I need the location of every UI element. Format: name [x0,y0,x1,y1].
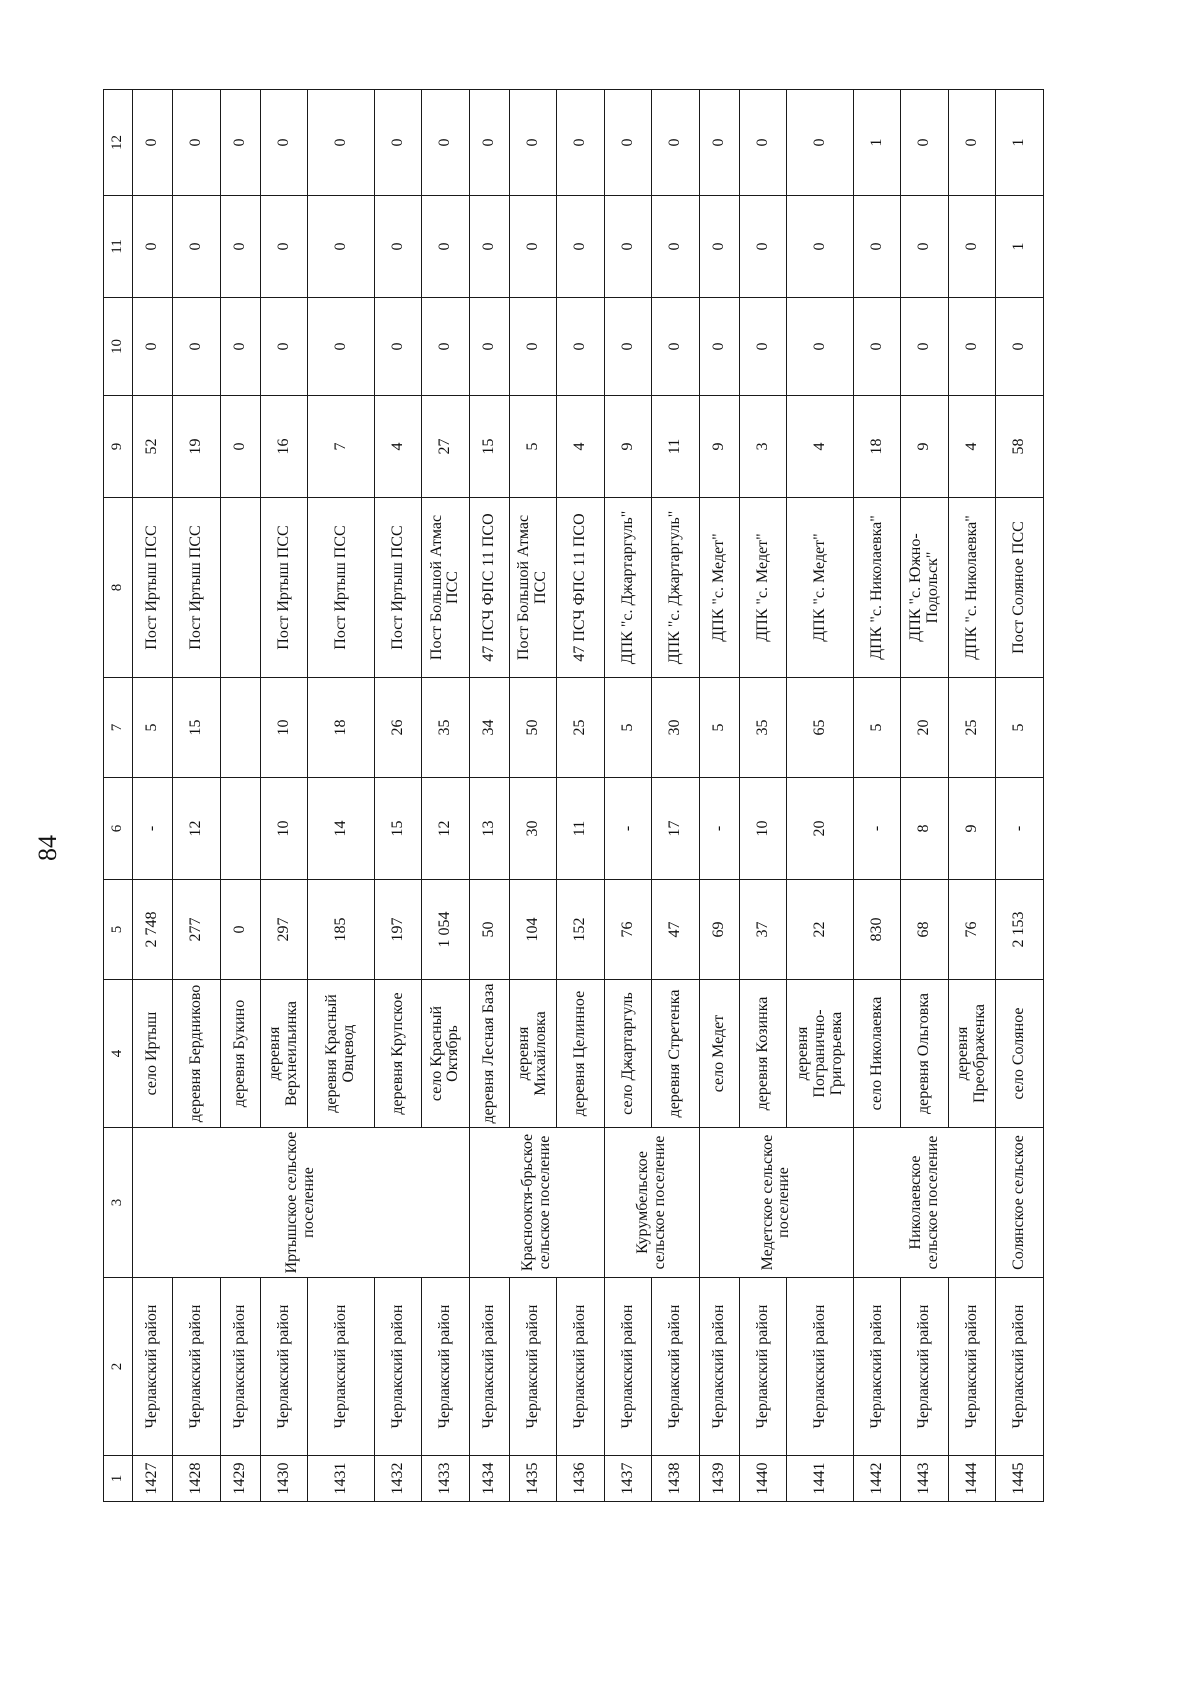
settlement-name-cell: село Соляное [996,980,1044,1128]
table-row [260,90,308,1502]
row-number-cell: 1435 [509,1456,557,1502]
value-cell-11: 0 [787,196,854,298]
value-cell-12: 0 [374,90,422,196]
fire-unit-cell: Пост Иртыш ПСС [308,498,375,678]
value-cell-12: 0 [509,90,557,196]
settlement-name-cell: деревня Козинка [739,980,787,1128]
table-row [996,90,1044,1502]
arrival-time-cell: 65 [787,678,854,778]
table-row [422,90,470,1502]
population-cell: 69 [699,880,739,980]
settlement-name-cell: село Красный Октябрь [422,980,470,1128]
arrival-time-cell: 15 [173,678,221,778]
table-row [469,90,509,1502]
table-row [374,90,422,1502]
value-cell-11: 0 [948,196,996,298]
value-cell-9: 4 [787,396,854,498]
settlement-name-cell: деревня Целинное [557,980,605,1128]
column-header-11: 11 [104,196,133,298]
row-number-cell: 1436 [557,1456,605,1502]
row-number-cell: 1441 [787,1456,854,1502]
value-cell-9: 9 [901,396,949,498]
district-cell: Черлакский район [853,1278,901,1456]
settlement-group-cell: Курумбельское сельское поселение [604,1128,699,1278]
table-row [901,90,949,1502]
value-cell-11: 0 [699,196,739,298]
population-cell: 185 [308,880,375,980]
table-body [133,90,1044,1502]
value-cell-11: 0 [469,196,509,298]
settlement-name-cell: село Джартаргуль [604,980,652,1128]
value-cell-12: 0 [422,90,470,196]
value-cell-12: 0 [173,90,221,196]
settlement-name-cell: село Медет [699,980,739,1128]
table-row [853,90,901,1502]
value-cell-10: 0 [133,298,173,396]
distance-cell: 10 [739,778,787,880]
page-number: 84 [33,835,62,861]
distance-cell: 8 [901,778,949,880]
value-cell-10: 0 [509,298,557,396]
settlement-group-cell: Медетское сельское поселение [699,1128,853,1278]
row-number-cell: 1433 [422,1456,470,1502]
column-header-6: 6 [104,778,133,880]
fire-unit-cell: Пост Соляное ПСС [996,498,1044,678]
distance-cell: - [133,778,173,880]
value-cell-12: 0 [948,90,996,196]
value-cell-12: 1 [853,90,901,196]
population-cell: 76 [948,880,996,980]
value-cell-9: 11 [652,396,700,498]
row-number-cell: 1434 [469,1456,509,1502]
row-number-cell: 1444 [948,1456,996,1502]
fire-unit-cell: ДПК "с. Николаевка" [853,498,901,678]
arrival-time-cell: 5 [699,678,739,778]
value-cell-10: 0 [787,298,854,396]
settlement-name-cell: деревня Бердниково [173,980,221,1128]
distance-cell: 14 [308,778,375,880]
district-cell: Черлакский район [948,1278,996,1456]
fire-unit-cell: Пост Иртыш ПСС [173,498,221,678]
arrival-time-cell: 10 [260,678,308,778]
fire-unit-cell: ДПК "с. Медет" [739,498,787,678]
fire-unit-cell: 47 ПСЧ ФПС 11 ПСО [469,498,509,678]
settlement-name-cell: деревня Красный Овцевод [308,980,375,1128]
value-cell-9: 15 [469,396,509,498]
settlement-name-cell: деревня Преображенка [948,980,996,1128]
value-cell-10: 0 [260,298,308,396]
fire-unit-cell: 47 ПСЧ ФПС 11 ПСО [557,498,605,678]
value-cell-11: 0 [604,196,652,298]
settlement-name-cell: деревня Михайловка [509,980,557,1128]
arrival-time-cell: 20 [901,678,949,778]
settlement-group-cell: Иртышское сельское поселение [133,1128,470,1278]
value-cell-10: 0 [557,298,605,396]
value-cell-12: 0 [133,90,173,196]
value-cell-10: 0 [739,298,787,396]
distance-cell: 15 [374,778,422,880]
fire-coverage-table [103,89,1044,1502]
fire-unit-cell: Пост Иртыш ПСС [260,498,308,678]
value-cell-11: 1 [996,196,1044,298]
arrival-time-cell: 35 [422,678,470,778]
value-cell-9: 27 [422,396,470,498]
row-number-cell: 1439 [699,1456,739,1502]
table-row [699,90,739,1502]
value-cell-11: 0 [557,196,605,298]
arrival-time-cell: 5 [133,678,173,778]
arrival-time-cell [220,678,260,778]
arrival-time-cell: 35 [739,678,787,778]
table-row [308,90,375,1502]
value-cell-11: 0 [220,196,260,298]
value-cell-11: 0 [652,196,700,298]
value-cell-12: 0 [604,90,652,196]
district-cell: Черлакский район [699,1278,739,1456]
row-number-cell: 1430 [260,1456,308,1502]
value-cell-10: 0 [422,298,470,396]
population-cell: 22 [787,880,854,980]
value-cell-9: 0 [220,396,260,498]
settlement-name-cell: деревня Верхнеильинка [260,980,308,1128]
value-cell-9: 19 [173,396,221,498]
settlement-name-cell: деревня Погранично-Григорьевка [787,980,854,1128]
column-header-1: 1 [104,1456,133,1502]
distance-cell: 10 [260,778,308,880]
district-cell: Черлакский район [260,1278,308,1456]
value-cell-11: 0 [739,196,787,298]
population-cell: 0 [220,880,260,980]
column-header-3: 3 [104,1128,133,1278]
district-cell: Черлакский район [557,1278,605,1456]
table-row [948,90,996,1502]
row-number-cell: 1429 [220,1456,260,1502]
value-cell-9: 18 [853,396,901,498]
value-cell-12: 0 [699,90,739,196]
value-cell-12: 0 [220,90,260,196]
value-cell-9: 52 [133,396,173,498]
district-cell: Черлакский район [133,1278,173,1456]
table-row [220,90,260,1502]
value-cell-9: 9 [604,396,652,498]
distance-cell: 12 [173,778,221,880]
district-cell: Черлакский район [374,1278,422,1456]
settlement-name-cell: село Николаевка [853,980,901,1128]
distance-cell: - [604,778,652,880]
arrival-time-cell: 34 [469,678,509,778]
value-cell-12: 0 [652,90,700,196]
arrival-time-cell: 5 [604,678,652,778]
district-cell: Черлакский район [173,1278,221,1456]
population-cell: 50 [469,880,509,980]
value-cell-10: 0 [173,298,221,396]
district-cell: Черлакский район [787,1278,854,1456]
row-number-cell: 1427 [133,1456,173,1502]
distance-cell: 11 [557,778,605,880]
value-cell-12: 0 [308,90,375,196]
population-cell: 37 [739,880,787,980]
population-cell: 104 [509,880,557,980]
distance-cell: 20 [787,778,854,880]
row-number-cell: 1440 [739,1456,787,1502]
population-cell: 2 748 [133,880,173,980]
row-number-cell: 1431 [308,1456,375,1502]
district-cell: Черлакский район [739,1278,787,1456]
row-number-cell: 1445 [996,1456,1044,1502]
fire-unit-cell [220,498,260,678]
district-cell: Черлакский район [901,1278,949,1456]
value-cell-10: 0 [948,298,996,396]
table-row [509,90,557,1502]
value-cell-9: 16 [260,396,308,498]
column-header-4: 4 [104,980,133,1128]
column-header-2: 2 [104,1278,133,1456]
value-cell-10: 0 [220,298,260,396]
arrival-time-cell: 25 [948,678,996,778]
district-cell: Черлакский район [220,1278,260,1456]
value-cell-11: 0 [509,196,557,298]
district-cell: Черлакский район [308,1278,375,1456]
value-cell-9: 3 [739,396,787,498]
arrival-time-cell: 30 [652,678,700,778]
settlement-group-cell: Краснооктя-брьское сельское поселение [469,1128,604,1278]
value-cell-9: 7 [308,396,375,498]
population-cell: 830 [853,880,901,980]
population-cell: 47 [652,880,700,980]
table-row [557,90,605,1502]
population-cell: 1 054 [422,880,470,980]
settlement-name-cell: деревня Стретенка [652,980,700,1128]
row-number-cell: 1428 [173,1456,221,1502]
value-cell-10: 0 [901,298,949,396]
value-cell-9: 5 [509,396,557,498]
settlement-name-cell: деревня Лесная База [469,980,509,1128]
value-cell-11: 0 [422,196,470,298]
column-header-10: 10 [104,298,133,396]
value-cell-11: 0 [374,196,422,298]
district-cell: Черлакский район [509,1278,557,1456]
district-cell: Черлакский район [422,1278,470,1456]
arrival-time-cell: 5 [853,678,901,778]
value-cell-11: 0 [901,196,949,298]
distance-cell: 9 [948,778,996,880]
column-header-9: 9 [104,396,133,498]
district-cell: Черлакский район [996,1278,1044,1456]
value-cell-10: 0 [604,298,652,396]
distance-cell: - [699,778,739,880]
header-row [104,90,133,1502]
value-cell-10: 0 [652,298,700,396]
settlement-group-cell: Солянское сельское [996,1128,1044,1278]
population-cell: 68 [901,880,949,980]
fire-unit-cell: ДПК "с. Медет" [787,498,854,678]
fire-unit-cell: ДПК "с. Николаевка" [948,498,996,678]
population-cell: 152 [557,880,605,980]
value-cell-10: 0 [853,298,901,396]
value-cell-9: 9 [699,396,739,498]
value-cell-12: 0 [901,90,949,196]
population-cell: 297 [260,880,308,980]
district-cell: Черлакский район [469,1278,509,1456]
population-cell: 277 [173,880,221,980]
distance-cell: 17 [652,778,700,880]
arrival-time-cell: 25 [557,678,605,778]
value-cell-10: 0 [308,298,375,396]
distance-cell: 30 [509,778,557,880]
value-cell-11: 0 [853,196,901,298]
distance-cell: 12 [422,778,470,880]
value-cell-11: 0 [133,196,173,298]
column-header-8: 8 [104,498,133,678]
fire-unit-cell: Пост Большой Атмас ПСС [509,498,557,678]
value-cell-9: 4 [557,396,605,498]
arrival-time-cell: 26 [374,678,422,778]
row-number-cell: 1437 [604,1456,652,1502]
population-cell: 2 153 [996,880,1044,980]
population-cell: 76 [604,880,652,980]
row-number-cell: 1432 [374,1456,422,1502]
settlement-name-cell: деревня Букино [220,980,260,1128]
value-cell-9: 58 [996,396,1044,498]
value-cell-10: 0 [374,298,422,396]
distance-cell [220,778,260,880]
fire-unit-cell: ДПК "с. Медет" [699,498,739,678]
settlement-name-cell: деревня Ольговка [901,980,949,1128]
row-number-cell: 1438 [652,1456,700,1502]
distance-cell: - [996,778,1044,880]
rotated-table-container [103,90,1044,1502]
value-cell-12: 0 [469,90,509,196]
value-cell-11: 0 [260,196,308,298]
distance-cell: - [853,778,901,880]
fire-unit-cell: Пост Иртыш ПСС [374,498,422,678]
settlement-name-cell: деревня Крупское [374,980,422,1128]
column-header-5: 5 [104,880,133,980]
district-cell: Черлакский район [604,1278,652,1456]
table-row [133,90,173,1502]
value-cell-12: 0 [260,90,308,196]
table-row [652,90,700,1502]
row-number-cell: 1442 [853,1456,901,1502]
fire-unit-cell: ДПК "с. Джартаргуль" [604,498,652,678]
arrival-time-cell: 18 [308,678,375,778]
column-header-7: 7 [104,678,133,778]
row-number-cell: 1443 [901,1456,949,1502]
arrival-time-cell: 5 [996,678,1044,778]
table-row [604,90,652,1502]
value-cell-11: 0 [173,196,221,298]
value-cell-9: 4 [374,396,422,498]
settlement-group-cell: Николаевское сельское поселение [853,1128,996,1278]
distance-cell: 13 [469,778,509,880]
value-cell-12: 0 [557,90,605,196]
value-cell-12: 0 [787,90,854,196]
fire-unit-cell: Пост Большой Атмас ПСС [422,498,470,678]
value-cell-10: 0 [469,298,509,396]
value-cell-9: 4 [948,396,996,498]
settlement-name-cell: село Иртыш [133,980,173,1128]
table-row [787,90,854,1502]
value-cell-11: 0 [308,196,375,298]
value-cell-10: 0 [699,298,739,396]
value-cell-12: 1 [996,90,1044,196]
table-row [739,90,787,1502]
fire-unit-cell: Пост Иртыш ПСС [133,498,173,678]
column-header-12: 12 [104,90,133,196]
population-cell: 197 [374,880,422,980]
fire-unit-cell: ДПК "с. Джартаргуль" [652,498,700,678]
arrival-time-cell: 50 [509,678,557,778]
fire-unit-cell: ДПК "с. Южно-Подольск" [901,498,949,678]
table-row [173,90,221,1502]
value-cell-12: 0 [739,90,787,196]
value-cell-10: 0 [996,298,1044,396]
district-cell: Черлакский район [652,1278,700,1456]
